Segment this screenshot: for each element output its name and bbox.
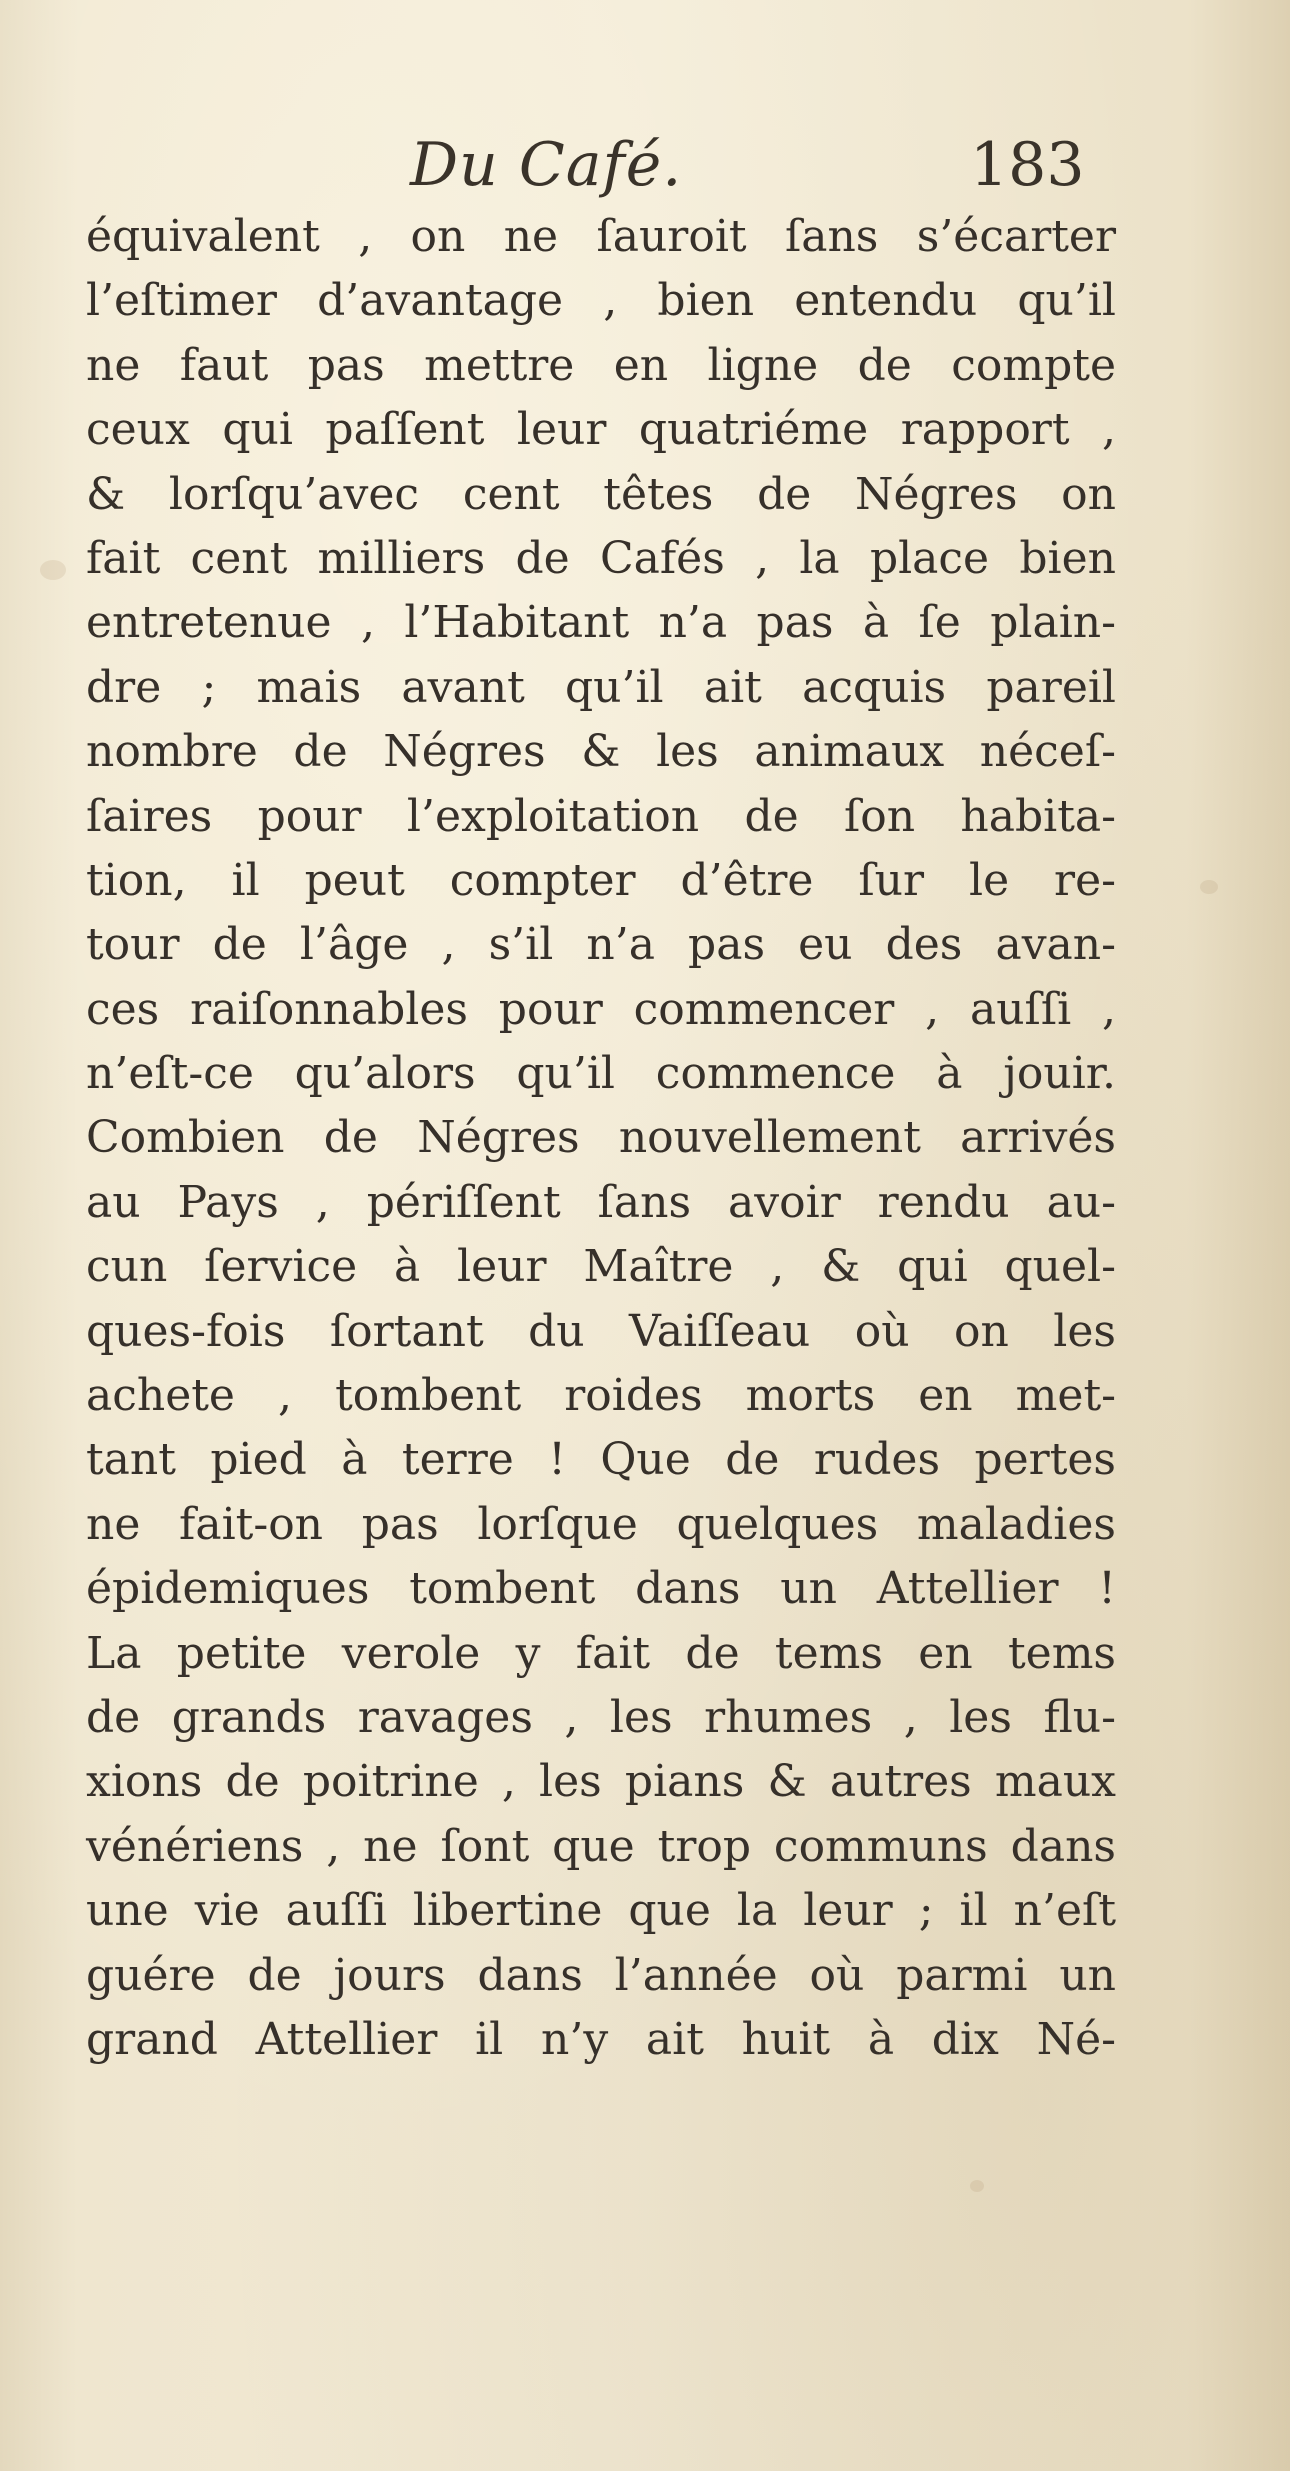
text-line: ſaires pour l’exploitation de ſon habita- — [86, 790, 1116, 842]
text-line: équivalent , on ne ſauroit ſans s’écarter — [86, 211, 1116, 262]
text-line: entretenue , l’Habitant n’a pas à ſe plain- — [86, 597, 1116, 649]
text-line: ne faut pas mettre en ligne de compte — [86, 339, 1116, 391]
text-line: l’eſtimer d’avantage , bien entendu qu’il — [86, 275, 1116, 327]
text-line: dre ; mais avant qu’il ait acquis pareil — [86, 661, 1116, 713]
paper-stain — [970, 2180, 984, 2192]
paper-stain — [1200, 880, 1218, 894]
text-line: cun ſervice à leur Maître , & qui quel- — [86, 1241, 1116, 1293]
text-line: tour de l’âge , s’il n’a pas eu des avan- — [86, 919, 1116, 971]
body-text — [86, 205, 1116, 2072]
running-head-title: Du Café. — [410, 130, 683, 200]
text-line: épidemiques tombent dans un Attellier ! — [86, 1563, 1116, 1615]
text-line: vénériens , ne ſont que trop communs dans — [86, 1820, 1116, 1872]
text-line: une vie auſſi libertine que la leur ; il n’eſt — [86, 1885, 1116, 1937]
text-line: grand Attellier il n’y ait huit à dix Né- — [86, 2013, 1116, 2065]
page-number: 183 — [970, 130, 1085, 200]
text-line: tant pied à terre ! Que de rudes pertes — [86, 1434, 1116, 1486]
text-line: xions de poitrine , les pians & autres maux — [86, 1756, 1116, 1808]
paper-stain — [40, 560, 66, 580]
text-line: ne fait-on pas lorſque quelques maladies — [86, 1498, 1116, 1550]
text-line: & lorſqu’avec cent têtes de Négres on — [86, 468, 1116, 520]
running-head — [0, 120, 1290, 210]
text-line: n’eſt-ce qu’alors qu’il commence à jouir. — [86, 1048, 1116, 1100]
text-line: achete , tombent roides morts en met- — [86, 1370, 1116, 1422]
text-line: de grands ravages , les rhumes , les flu- — [86, 1691, 1116, 1743]
text-line: ceux qui paſſent leur quatriéme rapport , — [86, 404, 1116, 456]
text-line: nombre de Négres & les animaux néceſ- — [86, 726, 1116, 778]
text-line: guére de jours dans l’année où parmi un — [86, 1949, 1116, 2001]
text-line: ces raiſonnables pour commencer , auſſi , — [86, 983, 1116, 1035]
text-line: La petite verole y fait de tems en tems — [86, 1627, 1116, 1679]
text-line: tion, il peut compter d’être ſur le re- — [86, 854, 1116, 906]
text-line: Combien de Négres nouvellement arrivés — [86, 1112, 1116, 1164]
text-line: ques-fois ſortant du Vaiſſeau où on les — [86, 1305, 1116, 1357]
text-line: fait cent milliers de Cafés , la place bien — [86, 532, 1116, 584]
text-line: au Pays , périſſent ſans avoir rendu au- — [86, 1176, 1116, 1228]
